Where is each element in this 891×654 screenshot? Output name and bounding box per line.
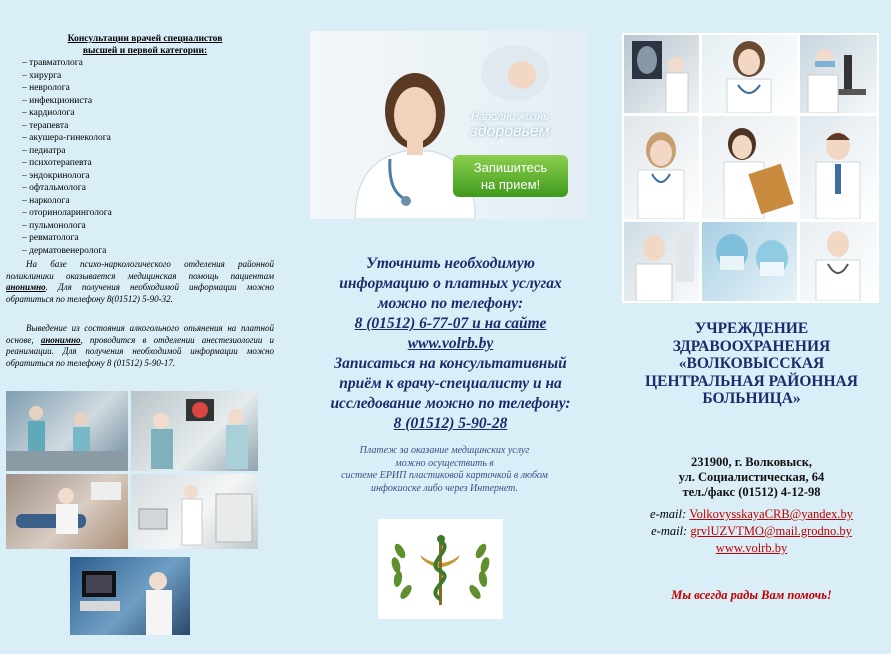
ultrasound-photo xyxy=(70,557,190,635)
male-doctor-figure xyxy=(800,116,877,219)
list-item: – терапевта xyxy=(22,120,69,131)
nurse-photo xyxy=(702,35,797,113)
list-item: – оториноларинголога xyxy=(22,208,112,218)
clipboard-doctor-photo xyxy=(702,116,797,219)
middle-panel xyxy=(297,0,597,654)
website-row xyxy=(612,541,891,556)
slogan-line: здоровьем xyxy=(470,123,550,140)
payment-line: Платеж за оказание медицинских услуг xyxy=(359,445,530,456)
appointment-line: исследование можно по телефону: xyxy=(330,395,571,412)
phone-fax: тел./факс (01512) 4-12-98 xyxy=(682,485,821,499)
organization-name xyxy=(612,320,891,408)
payment-info xyxy=(307,445,582,495)
org-line: ЦЕНТРАЛЬНАЯ РАЙОННАЯ xyxy=(645,372,858,390)
ultrasound-figures xyxy=(70,557,190,635)
para-text: , проводится в отделении анестезиологии и реанимации. Для получения необходимой информации можно обратиться по телефону 8 (01512) 5-90-17. xyxy=(6,334,275,368)
email-row-1 xyxy=(612,507,891,522)
info-line: Уточнить необходимую xyxy=(366,255,535,272)
surgeons-figures xyxy=(6,391,128,471)
senior-doctor-photo xyxy=(624,116,699,219)
info-phone: 8 (01512) 6-77-07 и на сайте xyxy=(354,315,547,332)
stethoscope-figure xyxy=(800,222,877,301)
dental-photo xyxy=(6,474,128,549)
appointment-phone: 8 (01512) 5-90-28 xyxy=(393,415,508,432)
appointment-line: приём к врачу-специалисту и на xyxy=(339,375,562,392)
para-text: На базе психо-наркологического отделения районной поликлиники оказывается медицинская помощь пациентам xyxy=(6,259,274,281)
list-item: – невролога xyxy=(22,83,70,93)
laboratory-photo xyxy=(131,474,258,549)
anonymous-care-paragraph xyxy=(6,259,274,305)
email-label: e-mail: xyxy=(651,524,688,538)
specialist-list xyxy=(22,57,222,257)
info-line: можно по телефону: xyxy=(377,295,524,312)
para-text: . Для получения необходимой информации можно обратиться по телефону 8(01512) 5-90-32. xyxy=(6,282,274,304)
banner-slogan xyxy=(450,111,570,141)
female-surgeon-figure xyxy=(624,222,699,301)
senior-doctor-figure xyxy=(624,116,699,219)
consultations-title xyxy=(40,33,250,57)
list-item: – нарколога xyxy=(22,195,70,206)
doctors-collage xyxy=(622,33,879,303)
list-item: – эндокринолога xyxy=(22,170,90,181)
stethoscope-doctor-photo xyxy=(800,222,877,301)
list-item: – офтальмолога xyxy=(22,183,86,193)
nurse-figure xyxy=(702,35,797,113)
book-appointment-button[interactable] xyxy=(453,155,568,197)
microscope-figure xyxy=(800,35,877,113)
caduceus-icon xyxy=(378,519,503,619)
doctor-banner xyxy=(310,31,587,219)
right-panel xyxy=(612,0,891,654)
list-item: – инфекциониста xyxy=(22,95,93,106)
medical-emblem xyxy=(378,519,503,619)
address-line: 231900, г. Волковыск, xyxy=(690,455,813,469)
masked-surgeons-photo xyxy=(702,222,797,301)
detox-paragraph xyxy=(6,323,274,369)
email-link[interactable]: grvlUZVTMO@mail.grodno.by xyxy=(690,524,852,538)
email-label: e-mail: xyxy=(650,507,687,521)
info-line: информацию о платных услугах xyxy=(339,275,562,292)
site-link[interactable]: www.volrb.by xyxy=(407,335,494,352)
title-line: высшей и первой категории: xyxy=(82,46,208,56)
endoscopy-figures xyxy=(131,391,258,471)
list-item: – дерматовенеролога xyxy=(22,245,107,256)
paid-services-info xyxy=(303,254,598,434)
button-line: на прием! xyxy=(480,177,541,192)
para-emphasis: анонимно xyxy=(6,282,46,292)
list-item: – хирурга xyxy=(22,70,62,81)
list-item: – педиатра xyxy=(22,145,66,156)
microscope-photo xyxy=(800,35,877,113)
para-text: Выведение из состояния алкогольного опьянения на платной основе, xyxy=(6,323,274,345)
title-line: Консультации врачей специалистов xyxy=(67,34,223,44)
female-surgeon-photo xyxy=(624,222,699,301)
payment-line: можно осуществить в xyxy=(395,457,494,469)
org-line: «ВОЛКОВЫССКАЯ xyxy=(678,355,825,372)
masked-surgeons-figure xyxy=(702,222,797,301)
laboratory-figures xyxy=(131,474,258,549)
slogan-thanks: Мы всегда рады Вам помочь! xyxy=(671,588,832,602)
appointment-line: Записаться на консультативный xyxy=(334,355,567,372)
list-item: – травматолога xyxy=(22,58,83,68)
endoscopy-photo xyxy=(131,391,258,471)
payment-line: инфокиоске либо через Интернет. xyxy=(370,482,519,494)
address-block xyxy=(612,455,891,500)
list-item: – психотерапевта xyxy=(22,158,92,168)
address-line: ул. Социалистическая, 64 xyxy=(678,470,825,484)
list-item: – пульмонолога xyxy=(22,220,86,231)
clipboard-figure xyxy=(702,116,797,219)
org-line: ЗДРАВООХРАНЕНИЯ xyxy=(672,337,831,355)
email-link[interactable]: VolkovysskayaCRB@yandex.by xyxy=(689,507,853,521)
xray-doctor-photo xyxy=(624,35,699,113)
list-item: – ревматолога xyxy=(22,233,79,243)
para-emphasis: анонимно xyxy=(40,334,81,345)
xray-figure xyxy=(624,35,699,113)
operating-room-photo xyxy=(6,391,128,471)
left-panel xyxy=(0,0,283,654)
email-row-2 xyxy=(612,524,891,539)
dental-figures xyxy=(6,474,128,549)
website-link[interactable]: www.volrb.by xyxy=(715,541,788,555)
org-line: УЧРЕЖДЕНИЕ xyxy=(694,320,809,337)
list-item: – акушера-гинеколога xyxy=(22,133,111,143)
slogan-line: Наполни жизнь xyxy=(471,111,549,123)
payment-line: системе ЕРИП пластиковой карточкой в любом xyxy=(341,470,548,481)
button-line: Запишитесь xyxy=(473,160,548,175)
male-doctor-photo xyxy=(800,116,877,219)
list-item: – кардиолога xyxy=(22,108,75,118)
org-line: БОЛЬНИЦА» xyxy=(702,390,801,407)
